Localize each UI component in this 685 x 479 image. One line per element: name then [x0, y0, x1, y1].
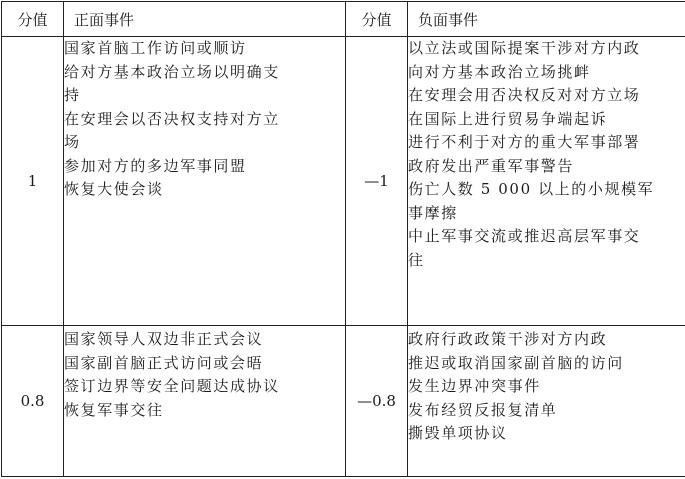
event-line: 政府行政政策干涉对方内政: [408, 330, 608, 349]
event-line: 伤亡人数 5 000 以上的小规模军: [408, 180, 655, 199]
event-line: 签订边界等安全问题达成协议: [64, 377, 280, 396]
event-line: 国家首脑工作访问或顺访: [64, 39, 247, 58]
event-line: 恢复大使会谈: [64, 180, 164, 199]
event-line: 发生边界冲突事件: [408, 377, 541, 396]
event-line: 撕毁单项协议: [408, 424, 508, 443]
header-score-positive: 分值: [2, 2, 64, 37]
event-line: 中止军事交流或推迟高层军事交: [408, 227, 641, 246]
positive-events-cell: [64, 37, 346, 326]
event-line: 国家领导人双边非正式会议: [64, 330, 264, 349]
negative-score-cell: —1: [346, 37, 408, 326]
event-line: 在安理会用否决权反对对方立场: [408, 86, 641, 105]
event-line: 以立法或国际提案干涉对方内政: [408, 39, 641, 58]
negative-events-cell: [408, 37, 685, 326]
event-line: 向对方基本政治立场挑衅: [408, 62, 591, 81]
events-score-table: [1, 1, 685, 477]
event-line: 往: [408, 250, 425, 269]
event-line: 事摩擦: [408, 203, 458, 222]
header-negative-events: 负面事件: [408, 2, 685, 37]
event-line: 推迟或取消国家副首脑的访问: [408, 353, 624, 372]
event-line: 发布经贸反报复清单: [408, 400, 558, 419]
event-line: 持: [64, 86, 81, 105]
event-line: 政府发出严重军事警告: [408, 156, 575, 175]
event-line: 在安理会以否决权支持对方立: [64, 109, 280, 128]
table-row: [2, 326, 685, 477]
table-header-row: [2, 2, 685, 37]
event-line: 恢复军事交往: [64, 400, 164, 419]
positive-events-cell: [64, 326, 346, 477]
event-line: 场: [64, 133, 81, 152]
event-line: 给对方基本政治立场以明确支: [64, 62, 280, 81]
positive-score-cell: 0.8: [2, 326, 64, 477]
header-score-negative: 分值: [346, 2, 408, 37]
header-positive-events: 正面事件: [64, 2, 346, 37]
positive-score-cell: 1: [2, 37, 64, 326]
event-line: 国家副首脑正式访问或会晤: [64, 353, 264, 372]
table-row: [2, 37, 685, 326]
negative-events-cell: [408, 326, 685, 477]
event-line: 在国际上进行贸易争端起诉: [408, 109, 608, 128]
event-line: 参加对方的多边军事同盟: [64, 156, 247, 175]
event-line: 进行不利于对方的重大军事部署: [408, 133, 641, 152]
negative-score-cell: —0.8: [346, 326, 408, 477]
